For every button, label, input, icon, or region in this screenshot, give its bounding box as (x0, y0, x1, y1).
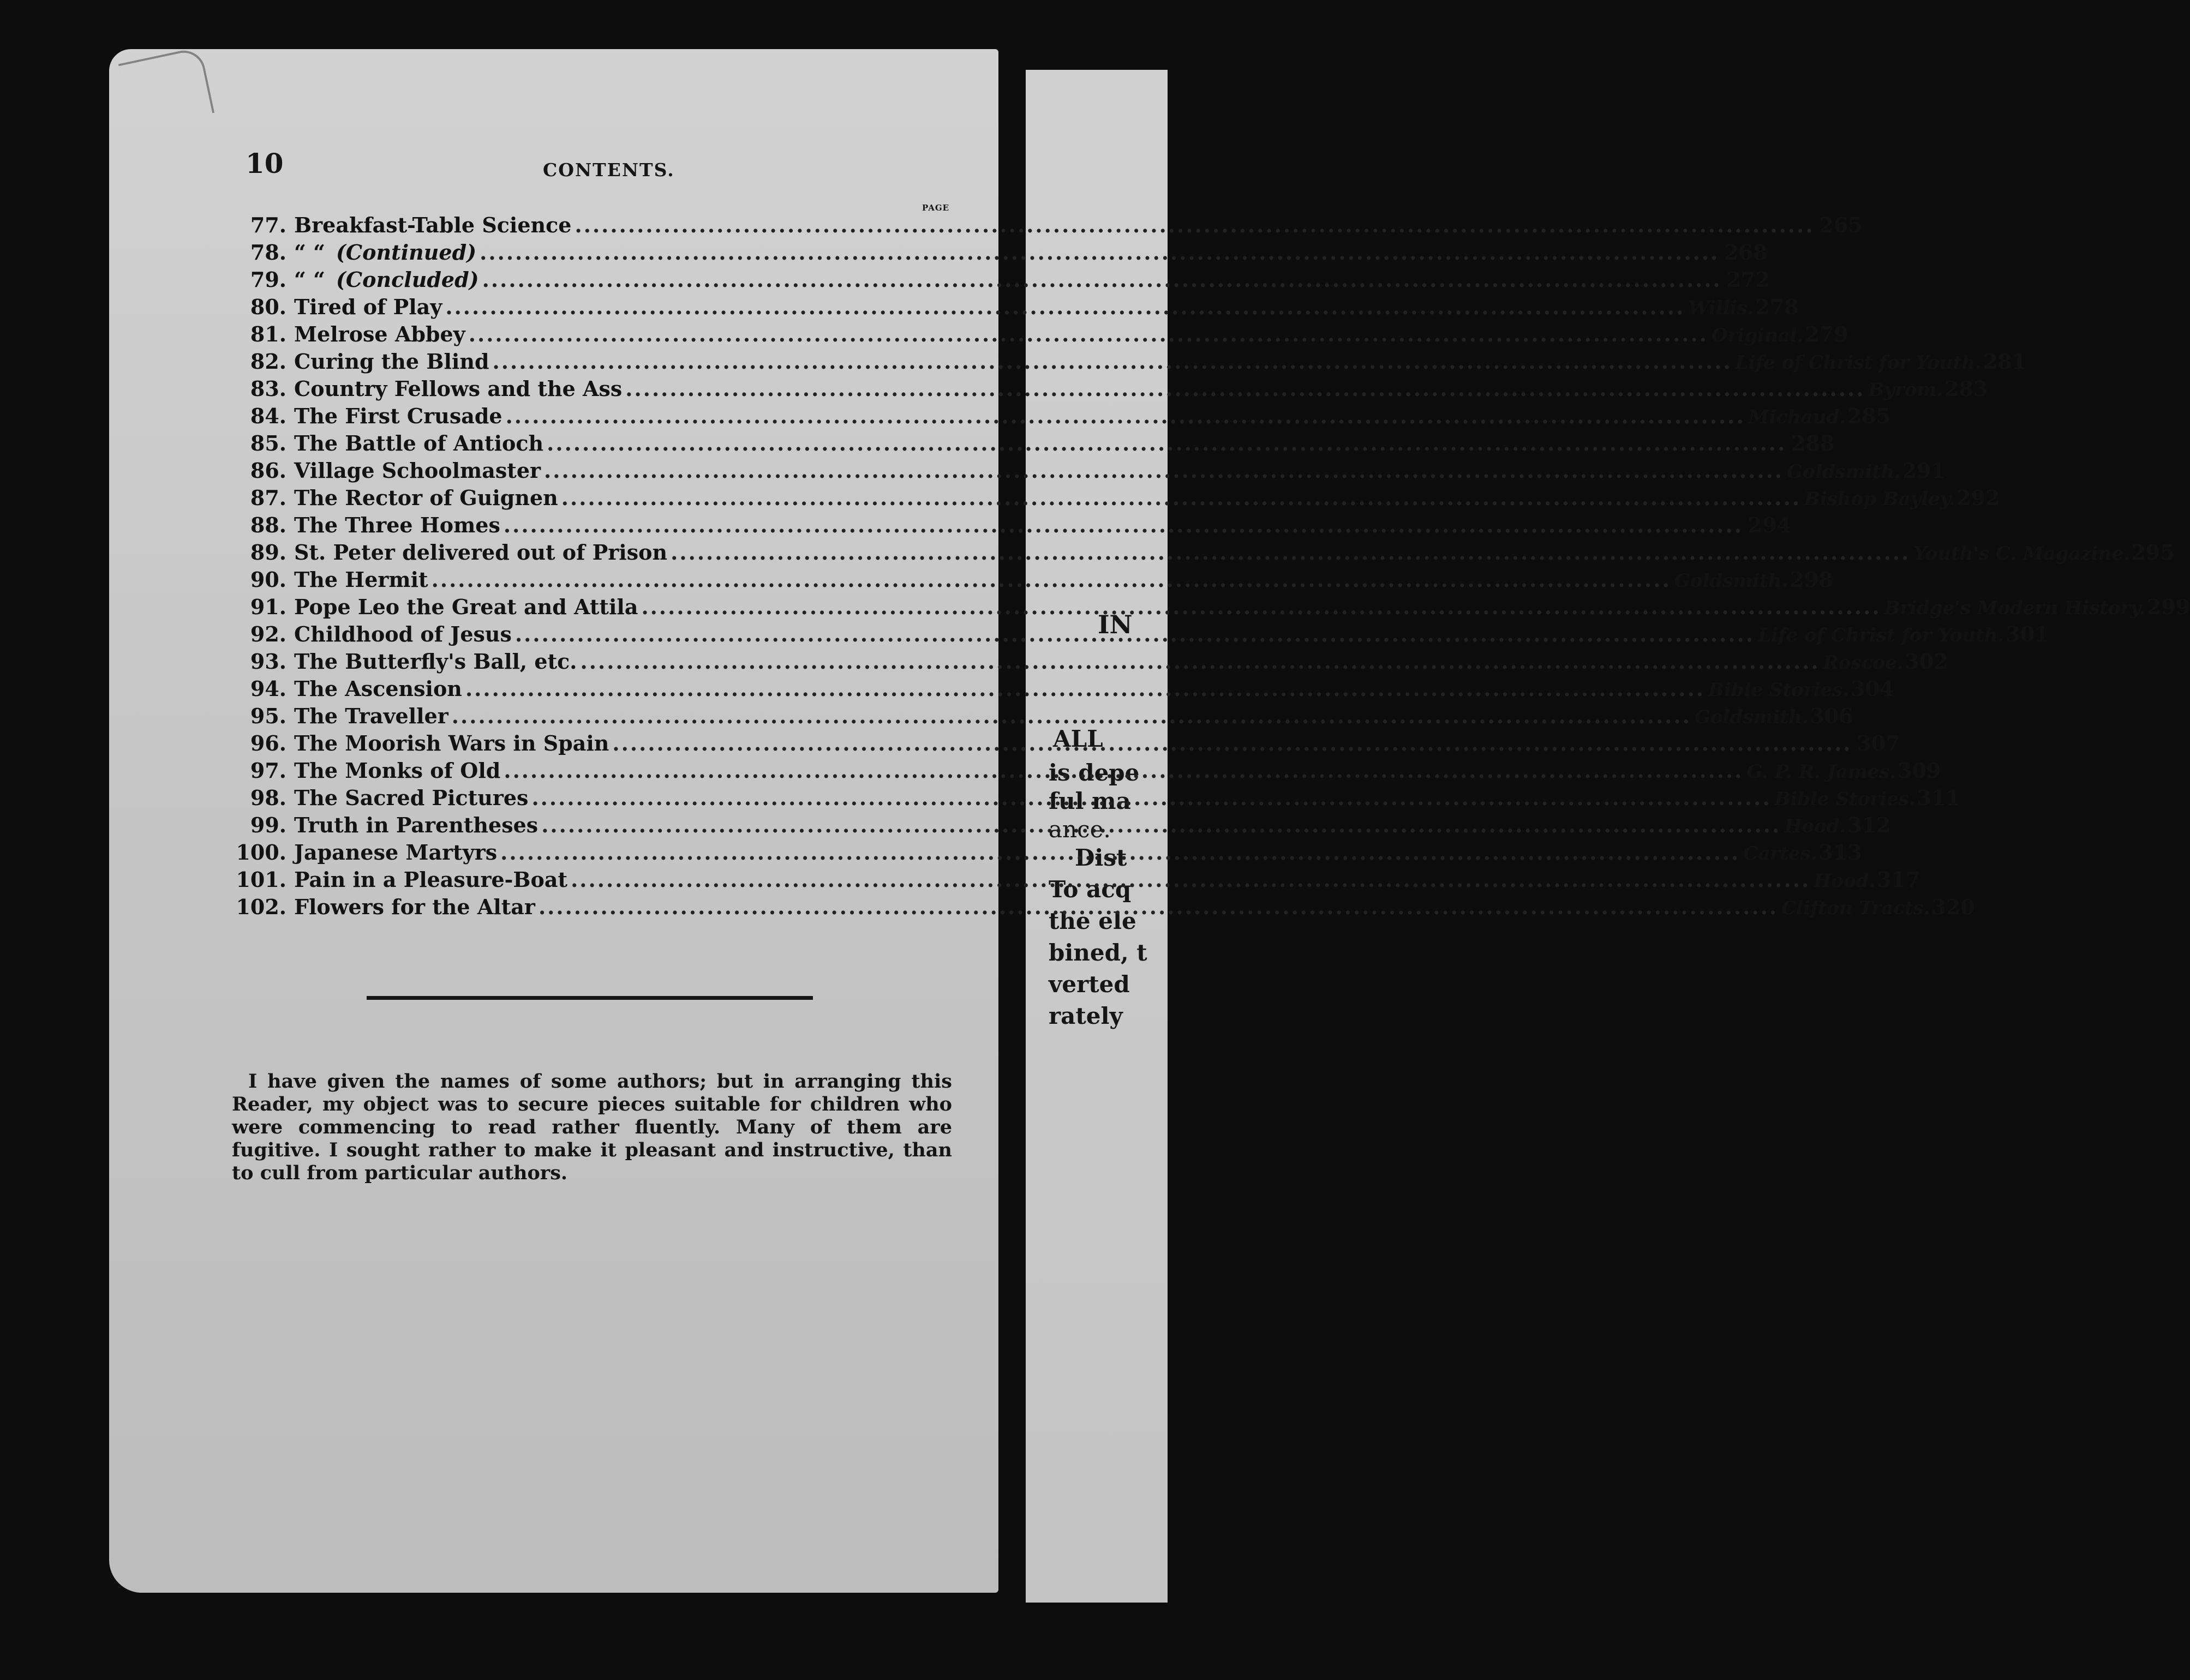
entry-number: 77. (250, 213, 286, 237)
entry-number: 99. (250, 813, 286, 837)
entry-number: 83. (250, 376, 286, 401)
entry-suffix: (Concluded) (336, 267, 479, 292)
toc-entry (232, 212, 1863, 239)
entry-page: 320 (1931, 895, 1975, 919)
right-page-line: the ele (1049, 908, 1136, 934)
toc-entry (232, 648, 1948, 675)
entry-title: The Sacred Pictures (294, 785, 529, 810)
entry-page: 283 (1944, 376, 1988, 401)
entry-title: St. Peter delivered out of Prison (294, 540, 668, 565)
entry-number: 80. (250, 295, 286, 319)
entry-number: 81. (250, 322, 286, 346)
entry-title: Childhood of Jesus (294, 622, 512, 646)
toc-entry (232, 293, 1799, 321)
right-page-line: bined, t (1049, 939, 1147, 966)
dot-leader (500, 839, 1740, 866)
entry-number: 97. (250, 758, 286, 783)
entry-title: Melrose Abbey (294, 322, 465, 346)
dot-leader (547, 430, 1786, 457)
entry-author: Goldsmith. (1694, 706, 1809, 728)
entry-number: 94. (250, 676, 286, 701)
entry-title: Truth in Parentheses (294, 813, 538, 837)
dot-leader (515, 621, 1755, 648)
entry-author: Goldsmith. (1674, 570, 1788, 592)
entry-author: G. P. R. James. (1746, 761, 1896, 783)
entry-title: The Traveller (294, 704, 448, 728)
toc-entry (232, 457, 1946, 484)
toc-entry (232, 539, 2175, 566)
toc-entry (232, 566, 1833, 593)
dot-leader (504, 757, 1743, 784)
entry-author: Goldsmith. (1787, 461, 1901, 483)
entry-title: The First Crusade (294, 404, 502, 428)
entry-author: Cartes. (1743, 843, 1817, 865)
dot-leader (469, 321, 1708, 348)
dot-leader (480, 239, 1719, 266)
entry-number: 84. (250, 404, 286, 428)
toc-entry (232, 484, 2000, 512)
entry-page: 291 (1902, 458, 1946, 483)
entry-title: The Monks of Old (294, 758, 501, 783)
entry-title: Flowers for the Altar (294, 895, 535, 919)
entry-number: 90. (250, 567, 286, 592)
dot-leader (641, 593, 1881, 621)
entry-number: 85. (250, 431, 286, 455)
toc-entry (232, 239, 1768, 266)
entry-page: 301 (2006, 622, 2049, 646)
entry-page: 281 (1983, 349, 2027, 374)
right-page-line: rately (1049, 1003, 1123, 1029)
dot-leader (581, 648, 1820, 675)
entry-title: Country Fellows and the Ass (294, 376, 623, 401)
entry-author: Original. (1711, 325, 1804, 346)
entry-author: Hood. (1784, 815, 1846, 837)
entry-title: “ “ (294, 240, 325, 265)
entry-author: Bishop Bayley. (1804, 488, 1955, 510)
right-page-line: ance. (1049, 816, 1111, 843)
entry-author: Hood. (1814, 870, 1876, 892)
entry-number: 102. (236, 895, 286, 919)
entry-title: Pope Leo the Great and Attila (294, 595, 638, 619)
entry-title: The Three Homes (294, 513, 500, 537)
running-header: CONTENTS. (543, 159, 675, 181)
right-page-line: Dist (1075, 844, 1127, 871)
entry-page: 278 (1755, 295, 1799, 319)
entry-page: 317 (1876, 867, 1920, 892)
right-page-line: verted (1049, 971, 1130, 998)
entry-page: 292 (1956, 485, 2000, 510)
entry-number: 82. (250, 349, 286, 374)
entry-author: Bridge's Modern History. (1884, 597, 2146, 619)
entry-title: The Ascension (294, 676, 462, 701)
entry-author: Clifton Tracts. (1781, 897, 1930, 919)
dot-leader (465, 675, 1705, 703)
dot-leader (538, 893, 1778, 921)
entry-title: The Battle of Antioch (294, 431, 544, 455)
entry-title: Breakfast-Table Science (294, 213, 572, 237)
entry-author: Willis. (1688, 297, 1754, 319)
page-column-label: PAGE (922, 203, 950, 213)
toc-entry (232, 348, 2027, 375)
entry-number: 87. (250, 485, 286, 510)
entry-title: “ “ (294, 267, 325, 292)
entry-page: 288 (1791, 431, 1835, 455)
entry-number: 93. (250, 649, 286, 674)
entry-author: Bible Stories. (1774, 788, 1916, 810)
entry-number: 96. (250, 731, 286, 755)
toc-entry (232, 675, 1894, 703)
dot-leader (504, 512, 1743, 539)
right-page-heading-fragment: IN (1098, 610, 1133, 639)
toc-entry (232, 703, 1853, 730)
entry-page: 279 (1805, 322, 1848, 346)
entry-page: 307 (1857, 731, 1900, 755)
entry-title: The Hermit (294, 567, 428, 592)
page-number: 10 (246, 147, 284, 179)
entry-number: 92. (250, 622, 286, 646)
entry-number: 78. (250, 240, 286, 265)
dot-leader (561, 484, 1801, 512)
dot-leader (445, 293, 1685, 321)
entry-author: Michaud. (1748, 406, 1846, 428)
toc-entry (232, 593, 2190, 621)
entry-page: 272 (1726, 267, 1770, 292)
entry-title: The Rector of Guignen (294, 485, 558, 510)
entry-number: 95. (250, 704, 286, 728)
entry-author: Roscoe. (1823, 652, 1904, 674)
dot-leader (625, 375, 1865, 403)
entry-page: 298 (1790, 567, 1833, 592)
dot-leader (544, 457, 1784, 484)
toc-entry (232, 266, 1770, 293)
right-page-line: To acq (1049, 876, 1132, 903)
dot-leader (452, 703, 1691, 730)
entry-author: Life of Christ for Youth. (1758, 625, 2004, 646)
entry-number: 100. (236, 840, 286, 865)
entry-page: 265 (1819, 213, 1863, 237)
right-page-line: is depe (1049, 759, 1140, 786)
entry-number: 101. (236, 867, 286, 892)
entry-page: 285 (1847, 404, 1891, 428)
entry-number: 98. (250, 785, 286, 810)
entry-page: 306 (1810, 704, 1853, 728)
dot-leader (671, 539, 1910, 566)
entry-title: Japanese Martyrs (294, 840, 498, 865)
dot-leader (571, 866, 1810, 893)
entry-page: 311 (1917, 785, 1960, 810)
toc-entry (232, 403, 1891, 430)
dot-leader (482, 266, 1722, 293)
entry-page: 312 (1847, 813, 1891, 837)
dot-leader (493, 348, 1732, 375)
entry-page: 304 (1850, 676, 1894, 701)
entry-page: 302 (1905, 649, 1948, 674)
entry-number: 79. (250, 267, 286, 292)
dot-leader (541, 812, 1781, 839)
right-page-line: ful ma (1049, 788, 1131, 814)
dot-leader (531, 784, 1771, 812)
entry-author: Byrom. (1868, 379, 1943, 401)
entry-title: The Moorish Wars in Spain (294, 731, 609, 755)
entry-author: Life of Christ for Youth. (1735, 352, 1982, 374)
entry-page: 299 (2146, 595, 2190, 619)
dot-leader (612, 730, 1852, 757)
dot-leader (432, 566, 1671, 593)
entry-title: Curing the Blind (294, 349, 489, 374)
entry-page: 295 (2131, 540, 2175, 565)
entry-author: Bible Stories. (1708, 679, 1850, 701)
entry-number: 88. (250, 513, 286, 537)
entry-page: 309 (1897, 758, 1941, 783)
right-page-line: ALL (1053, 725, 1103, 752)
entry-page: 313 (1818, 840, 1862, 865)
entry-number: 89. (250, 540, 286, 565)
dot-leader (575, 212, 1814, 239)
entry-title: Tired of Play (294, 295, 442, 319)
toc-entry (232, 375, 1988, 403)
entry-title: Village Schoolmaster (294, 458, 541, 483)
entry-title: Pain in a Pleasure-Boat (294, 867, 568, 892)
toc-entry (232, 512, 1791, 539)
entry-author: Youth's C. Magazine. (1913, 543, 2130, 565)
toc-entry (232, 321, 1848, 348)
entry-number: 91. (250, 595, 286, 619)
entry-page: 268 (1724, 240, 1768, 265)
author-note: I have given the names of some authors; but in arranging this Reader, my object was to secure pieces suitable for children who were commencing to read rather fluently. Many of them are fugitive. I sought rather to make it pleasant and instructive, than to cull from particular authors. (232, 1070, 952, 1184)
divider-rule (367, 996, 813, 1000)
entry-number: 86. (250, 458, 286, 483)
dot-leader (506, 403, 1745, 430)
entry-page: 294 (1748, 513, 1791, 537)
toc-entry (232, 430, 1835, 457)
entry-title: The Butterfly's Ball, etc. (294, 649, 577, 674)
entry-suffix: (Continued) (336, 240, 477, 265)
